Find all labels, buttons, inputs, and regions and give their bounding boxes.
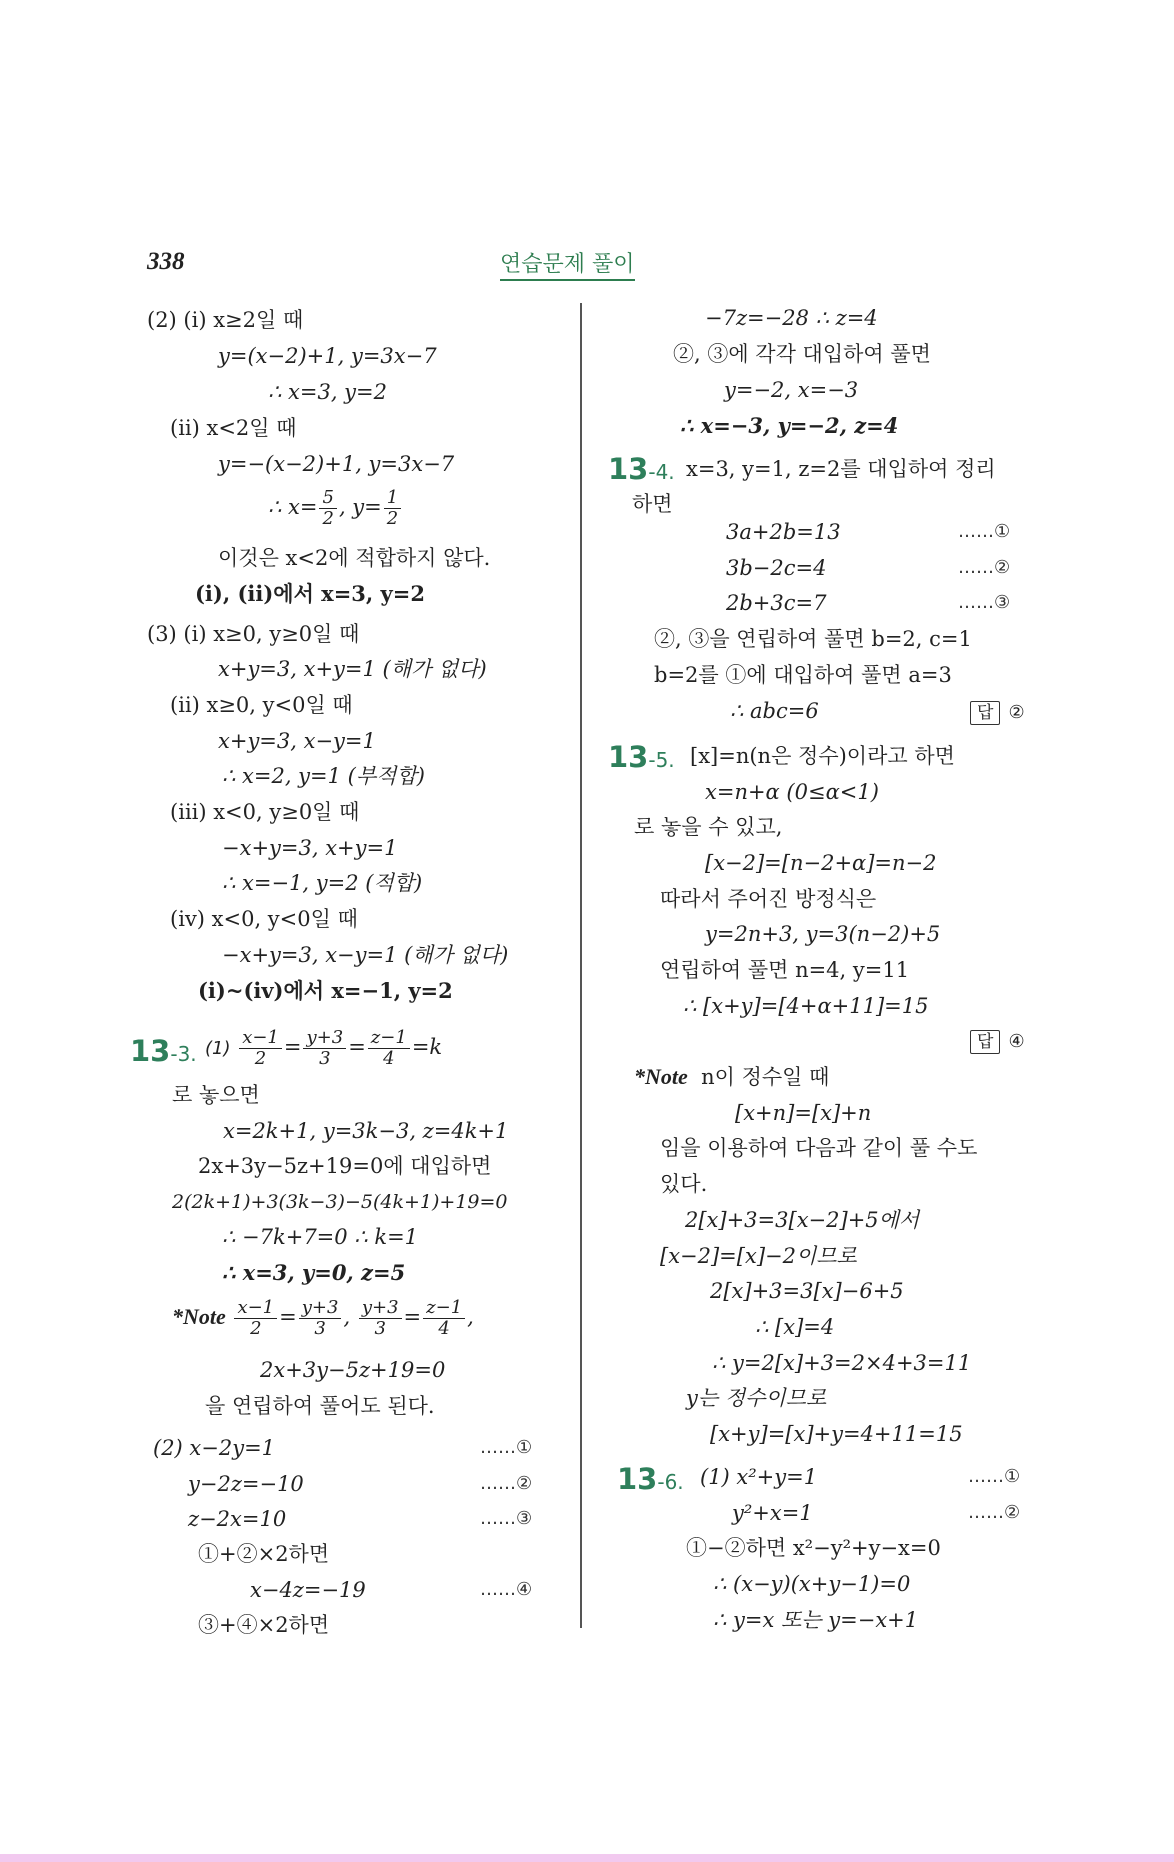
equation: (2) x−2y=1	[153, 1436, 276, 1460]
note-text: n이 정수일 때	[701, 1065, 830, 1089]
equation: y=−2, x=−3	[724, 378, 859, 402]
equation-text: ∴ x=	[268, 495, 318, 519]
problem-number-suffix: -6.	[657, 1470, 684, 1494]
answer-label: 답	[970, 701, 1000, 725]
result-line: ∴ x=3, y=0, z=5	[222, 1260, 406, 1285]
result-line: (ⅰ), (ⅱ)에서 x=3, y=2	[195, 581, 425, 606]
equation: ∴ −7k+7=0 ∴ k=1	[222, 1225, 419, 1249]
result-line: ∴ x=−3, y=−2, z=4	[680, 413, 899, 438]
equation: 3a+2b=13	[726, 520, 841, 544]
text-line: [x]=n(n은 정수)이라고 하면	[690, 744, 955, 768]
equation: [x−2]=[n−2+α]=n−2	[705, 851, 937, 875]
fraction	[239, 1028, 282, 1069]
equation-marker: ……②	[968, 1502, 1021, 1523]
text-line: 을 연립하여 풀어도 된다.	[205, 1394, 435, 1418]
equation: x=2k+1, y=3k−3, z=4k+1	[223, 1119, 509, 1143]
problem-number-suffix: -5.	[648, 748, 675, 772]
text-line: 있다.	[660, 1172, 708, 1196]
denominator: 3	[319, 1048, 331, 1069]
numerator: 5	[319, 488, 336, 509]
note-fraction-line: *Note $\frac{x-1}{2}$ = $\frac{y+3}{3}$ , $\frac{y+3}{3}$ = $\frac{z-1}{4}$ ,	[172, 1297, 474, 1339]
text-line: x=3, y=1, z=2를 대입하여 정리	[686, 457, 996, 481]
denominator: 2	[322, 508, 334, 529]
numerator: y+3	[299, 1298, 342, 1319]
text-line: (3) (ⅰ) x≥0, y≥0일 때	[147, 622, 360, 646]
subproblem-label: (1)	[205, 1038, 231, 1059]
equation: y=−(x−2)+1, y=3x−7	[218, 452, 455, 476]
equation: ∴ y=2[x]+3=2×4+3=11	[712, 1351, 972, 1375]
answer-label: 답	[970, 1030, 1000, 1054]
problem-number-main: 13	[130, 1034, 171, 1068]
equation-marker: ……①	[480, 1437, 533, 1458]
equation: y²+x=1	[732, 1501, 813, 1525]
equation: y−2z=−10	[188, 1472, 304, 1496]
text-line: b=2를 ①에 대입하여 풀면 a=3	[654, 663, 952, 687]
equation: y=2n+3, y=3(n−2)+5	[705, 922, 941, 946]
equation: ∴ [x+y]=[4+α+11]=15	[683, 994, 929, 1018]
note-label: *Note	[634, 1064, 688, 1089]
equation-fraction-line	[268, 488, 403, 529]
equation: 3b−2c=4	[726, 556, 827, 580]
numerator: x−1	[239, 1028, 282, 1049]
text-line: (ⅱ) x<2일 때	[170, 416, 297, 440]
equation: ∴ abc=6	[730, 699, 819, 723]
column-divider	[580, 303, 582, 1628]
problem-number-main: 13	[608, 452, 649, 486]
page-bottom-edge	[0, 1854, 1174, 1862]
answer	[970, 1026, 1025, 1056]
denominator: 3	[314, 1318, 326, 1339]
numerator: 1	[384, 488, 401, 509]
equation: 2b+3c=7	[726, 591, 827, 615]
equation: ∴ [x]=4	[755, 1315, 835, 1339]
text-line: ②, ③에 각각 대입하여 풀면	[673, 342, 931, 366]
text-line: (2) (ⅰ) x≥2일 때	[147, 308, 304, 332]
text-line: 따라서 주어진 방정식은	[660, 887, 877, 911]
equation-marker: ……①	[968, 1466, 1021, 1487]
problem-number	[130, 1034, 197, 1068]
equation: x+y=3, x−y=1	[218, 729, 376, 753]
fraction	[384, 488, 401, 529]
page-number: 338	[147, 248, 185, 275]
equation: ∴ x=−1, y=2 (적합)	[222, 871, 423, 895]
equation-marker: ……②	[958, 557, 1011, 578]
equation: 2[x]+3=3[x−2]+5에서	[685, 1208, 920, 1232]
text-line: ③+④×2하면	[198, 1613, 330, 1637]
equation: ∴ x=2, y=1 (부적합)	[222, 764, 425, 788]
equation-marker: ……②	[480, 1473, 533, 1494]
numerator: z−1	[423, 1298, 465, 1319]
text-line: ①−②하면 x²−y²+y−x=0	[686, 1536, 941, 1560]
problem-number	[617, 1462, 684, 1496]
text-line: 하면	[632, 492, 673, 516]
equation: ∴ x=3, y=2	[268, 380, 388, 404]
fraction	[234, 1298, 277, 1339]
text-line: (ⅳ) x<0, y<0일 때	[170, 907, 358, 931]
equation: ∴ (x−y)(x+y−1)=0	[713, 1572, 911, 1596]
fraction	[359, 1298, 402, 1339]
equation-text: =k	[411, 1035, 443, 1059]
denominator: 3	[374, 1318, 386, 1339]
equation: −x+y=3, x−y=1 (해가 없다)	[222, 943, 509, 967]
equation: x+y=3, x+y=1 (해가 없다)	[218, 657, 487, 681]
text-line: 연립하여 풀면 n=4, y=11	[660, 958, 910, 982]
denominator: 4	[438, 1318, 450, 1339]
text-line: ②, ③을 연립하여 풀면 b=2, c=1	[654, 627, 972, 651]
equation: −7z=−28 ∴ z=4	[705, 306, 878, 330]
text-line: 2x+3y−5z+19=0에 대입하면	[198, 1154, 492, 1178]
equation-text: , y=	[338, 495, 382, 519]
answer-choice: ②	[1008, 702, 1025, 723]
answer-choice: ④	[1008, 1031, 1025, 1052]
running-head: 연습문제 풀이	[500, 247, 635, 281]
numerator: x−1	[234, 1298, 277, 1319]
text-line: 임을 이용하여 다음과 같이 풀 수도	[660, 1136, 978, 1160]
equation: (1) x²+y=1	[700, 1465, 818, 1489]
problem-number	[608, 452, 675, 486]
numerator: y+3	[303, 1028, 346, 1049]
equation: 2x+3y−5z+19=0	[260, 1358, 446, 1382]
fraction	[319, 488, 336, 529]
denominator: 4	[383, 1048, 395, 1069]
numerator: z−1	[368, 1028, 410, 1049]
denominator: 2	[386, 508, 399, 529]
problem-number-suffix: -3.	[170, 1042, 197, 1066]
equation-marker: ……④	[480, 1579, 533, 1600]
equation: y=(x−2)+1, y=3x−7	[218, 344, 437, 368]
problem-number-suffix: -4.	[648, 460, 675, 484]
equation-marker: ……①	[958, 521, 1011, 542]
equation: x=n+α (0≤α<1)	[705, 780, 879, 804]
denominator: 2	[254, 1048, 267, 1069]
equation: 2[x]+3=3[x]−6+5	[710, 1279, 904, 1303]
text-line: 이것은 x<2에 적합하지 않다.	[218, 546, 491, 570]
problem-number	[608, 740, 675, 774]
equation: y는 정수이므로	[686, 1386, 827, 1410]
equation-marker: ……③	[480, 1508, 533, 1529]
fraction	[303, 1028, 346, 1069]
fraction	[299, 1298, 342, 1339]
equation-marker: ……③	[958, 592, 1011, 613]
problem-number-main: 13	[617, 1462, 658, 1496]
text-line: 로 놓을 수 있고,	[634, 815, 783, 839]
equation: 2(2k+1)+3(3k−3)−5(4k+1)+19=0	[172, 1191, 508, 1213]
fraction	[368, 1028, 410, 1069]
equation: z−2x=10	[188, 1507, 287, 1531]
answer	[970, 697, 1025, 727]
equation: ∴ y=x 또는 y=−x+1	[713, 1608, 919, 1632]
equation: x−4z=−19	[250, 1578, 366, 1602]
equation: −x+y=3, x+y=1	[222, 836, 398, 860]
equation: [x+n]=[x]+n	[735, 1101, 872, 1125]
problem-number-main: 13	[608, 740, 649, 774]
note-line	[634, 1063, 829, 1091]
result-line: (ⅰ)~(ⅳ)에서 x=−1, y=2	[198, 978, 453, 1003]
text-line: ①+②×2하면	[198, 1542, 330, 1566]
equation: [x−2]=[x]−2이므로	[660, 1244, 857, 1268]
numerator: y+3	[359, 1298, 402, 1319]
denominator: 2	[250, 1318, 262, 1339]
fraction	[423, 1298, 465, 1339]
text-line: (ⅲ) x<0, y≥0일 때	[170, 800, 360, 824]
equation: [x+y]=[x]+y=4+11=15	[710, 1422, 963, 1446]
text-line: 로 놓으면	[172, 1083, 260, 1107]
text-line: (ⅱ) x≥0, y<0일 때	[170, 693, 353, 717]
equation-fraction-line: (1) $\frac{x-1}{2}$ = $\frac{y+3}{3}$ = $\frac{z-1}{4}$ =k	[205, 1027, 443, 1069]
note-label: *Note	[172, 1304, 226, 1329]
